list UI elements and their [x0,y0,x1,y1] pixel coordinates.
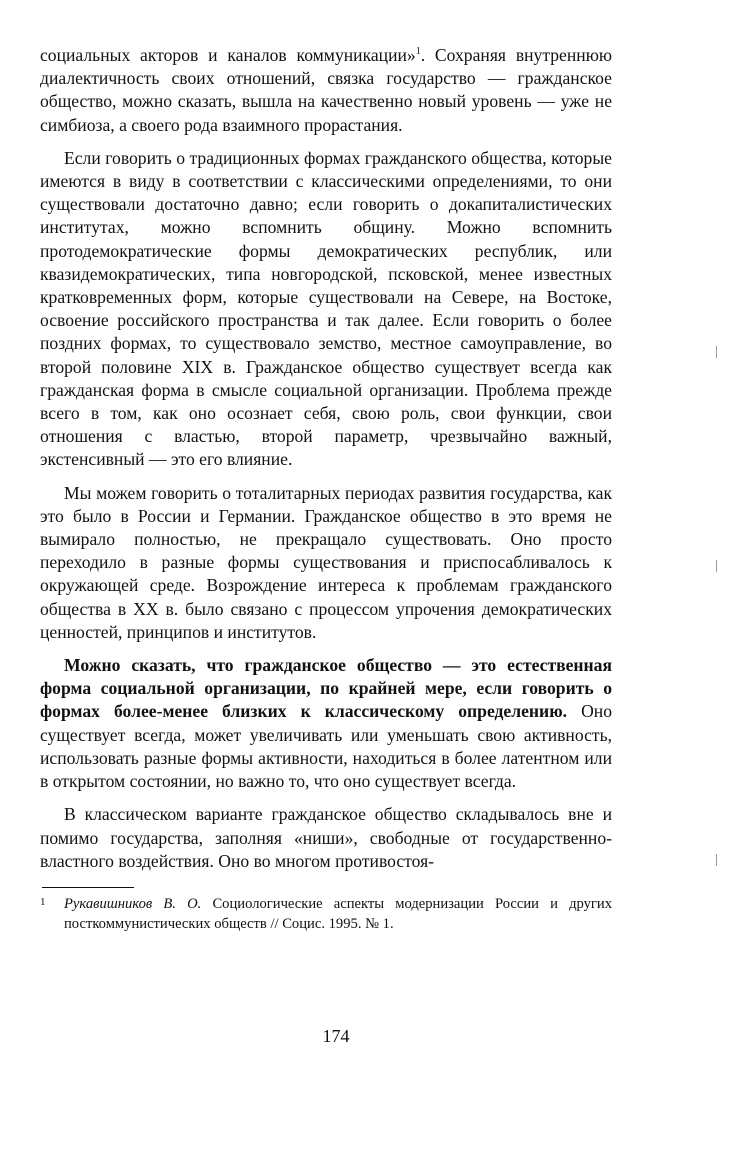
footnote [40,894,612,935]
document-page [40,44,612,935]
paragraph-4 [40,654,612,793]
paragraph-4-bold-lead: Можно сказать, что гражданское общество — это естественная форма социальной организации, по крайней мере, если говорить о формах более-менее близких к классическому определению. [40,655,612,722]
footnote-text: Социологические аспекты модернизации России и других посткоммунистических обществ // Социс. 1995. № 1. [64,895,612,933]
page-number: 174 [322,1026,350,1046]
margin-mark [716,854,717,866]
paragraph-4-text: Оно существует всегда, может увеличивать или уменьшать свою активность, использовать разные формы активности, находиться в более латентном или в открытом состоянии, но важно то, что оно существует всегда. [40,701,612,792]
paragraph-1-text-rest: . Сохраняя внутреннюю диалектичность своих отношений, связка государство — гражданское общество, можно сказать, вышла на качественно новый уровень — уже не симбиоза, а своего рода взаимного прорастания. [40,45,612,135]
paragraph-5: В классическом варианте гражданское общество складывалось вне и помимо государства, заполняя «ниши», свободные от государственно-властного воздействия. Оно во многом противостоя- [40,804,612,871]
paragraph-3: Мы можем говорить о тоталитарных периодах развития государства, как это было в России и Германии. Гражданское общество в это время не вымирало полностью, не прекращало существовать. Оно просто переходило в разные формы существования и приспосабливалось к окружающей среде. Возрождение интереса к проблемам гражданского общества в XX в. было связано с процессом упрочения демократических ценностей, принципов и институтов. [40,482,612,642]
margin-mark [716,346,717,358]
footnote-divider [42,887,134,888]
footnote-mark: 1 [40,895,46,908]
paragraph-2: Если говорить о традиционных формах гражданского общества, которые имеются в виду в соответствии с классическими определениями, то они существовали достаточно давно; если говорить о докапиталистических институтах, можно вспомнить общину. Можно вспомнить протодемократические формы демократических республик, или квазидемократических, типа новгородской, псковской, менее известных кратковременных форм, которые существовали на Севере, на Востоке, освоение российского пространства и так далее. Если говорить о более поздних формах, то существовало земство, местное самоуправление, во второй половине XIX в. Гражданское общество существует всегда как гражданская форма в смысле социальной организации. Проблема прежде всего в том, как оно осознает себя, свою роль, свои функции, свои отношения с властью, второй параметр, чрезвычайно важный, экстенсивный — это его влияние. [40,147,612,470]
footnote-reference[interactable]: 1 [415,46,421,58]
paragraph-1 [40,44,612,137]
paragraph-1-text: социальных акторов и каналов коммуникации» [40,45,416,65]
margin-mark [716,560,717,572]
footnote-author: Рукавишников В. О. [64,895,202,912]
